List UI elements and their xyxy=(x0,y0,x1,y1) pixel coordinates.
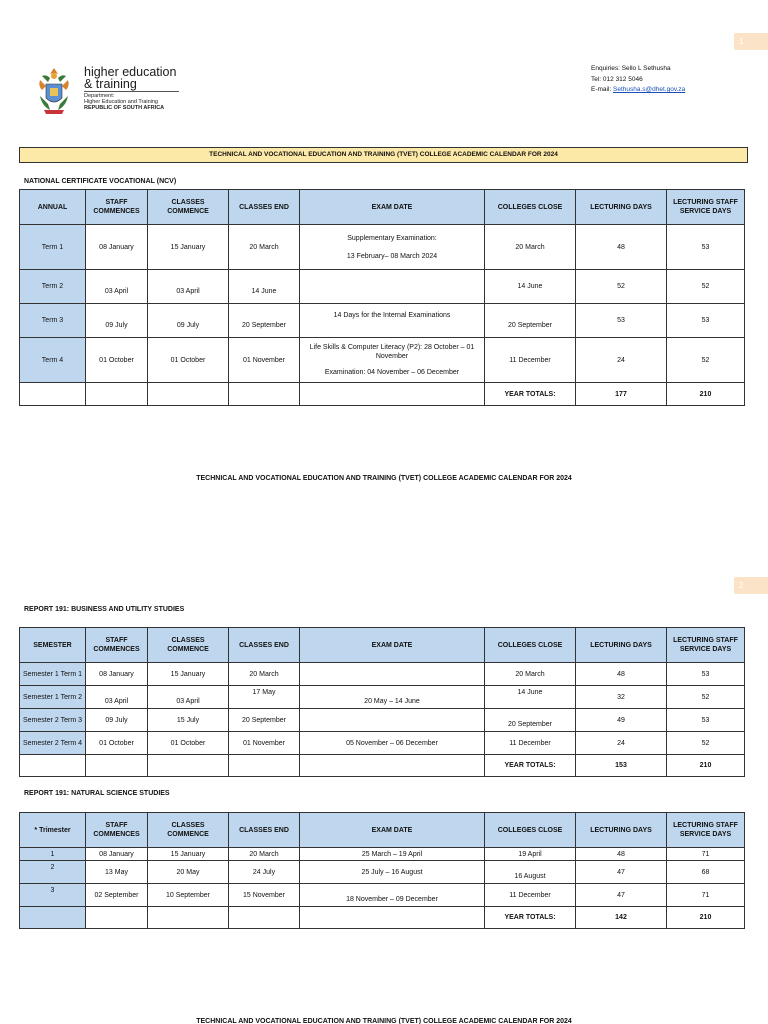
totals-row xyxy=(20,755,745,777)
cell: 24 xyxy=(576,732,667,755)
table-row xyxy=(20,884,745,907)
cell: 52 xyxy=(667,338,745,383)
cell: 15 January xyxy=(148,663,229,686)
cell: 20 September xyxy=(229,709,300,732)
cell xyxy=(148,755,229,777)
cell: 52 xyxy=(576,270,667,304)
cell: 53 xyxy=(576,304,667,338)
cell-text: 20 September xyxy=(242,322,286,329)
cell-text: 09 July xyxy=(176,322,200,329)
cell: 52 xyxy=(667,686,745,709)
exam-line: 13 February– 08 March 2024 xyxy=(346,252,438,260)
semester-cell: Semester 2 Term 3 xyxy=(20,709,86,732)
cell: 53 xyxy=(667,304,745,338)
table-row xyxy=(20,709,745,732)
table-header-row xyxy=(20,628,745,663)
totals-label: YEAR TOTALS: xyxy=(485,907,576,929)
table-row xyxy=(20,225,745,270)
column-header: COLLEGES CLOSE xyxy=(485,813,576,848)
column-header: LECTURING DAYS xyxy=(576,813,667,848)
repeat-title: TECHNICAL AND VOCATIONAL EDUCATION AND TRAINING (TVET) COLLEGE ACADEMIC CALENDAR FOR 2024 xyxy=(196,475,572,482)
column-header: ANNUAL xyxy=(20,190,86,225)
cell: 09 July xyxy=(86,709,148,732)
trimester-cell: 1 xyxy=(20,848,86,861)
totals-service: 210 xyxy=(667,907,745,929)
column-header: STAFF COMMENCES xyxy=(86,813,148,848)
cell: 11 December xyxy=(485,884,576,907)
cell: 15 November xyxy=(229,884,300,907)
ncv-table xyxy=(19,189,745,406)
table-row xyxy=(20,304,745,338)
cell: 08 January xyxy=(86,663,148,686)
cell: 47 xyxy=(576,884,667,907)
cell xyxy=(148,270,229,304)
exam-cell xyxy=(300,270,485,304)
table-row xyxy=(20,338,745,383)
cell-text: 14 June xyxy=(251,288,277,295)
exam-line: Supplementary Examination: xyxy=(347,234,437,242)
page-number-tag: 2 xyxy=(734,577,768,594)
coat-of-arms-icon xyxy=(36,66,72,118)
column-header: CLASSES COMMENCE xyxy=(148,813,229,848)
cell: 10 September xyxy=(148,884,229,907)
exam-cell xyxy=(300,304,485,338)
cell xyxy=(229,383,300,406)
cell: 71 xyxy=(667,884,745,907)
cell xyxy=(229,304,300,338)
cell: 52 xyxy=(667,732,745,755)
column-header: COLLEGES CLOSE xyxy=(485,190,576,225)
column-header: EXAM DATE xyxy=(300,813,485,848)
cell-text: 14 Days for the Internal Examinations xyxy=(333,312,451,319)
cell xyxy=(20,755,86,777)
semester-cell: Semester 2 Term 4 xyxy=(20,732,86,755)
cell: 71 xyxy=(667,848,745,861)
cell xyxy=(300,907,485,929)
cell: 48 xyxy=(576,225,667,270)
cell xyxy=(300,709,485,732)
trimester-cell: 2 xyxy=(20,861,86,884)
cell xyxy=(229,907,300,929)
table-row xyxy=(20,270,745,304)
trimester-cell: 3 xyxy=(20,884,86,907)
cell: 01 November xyxy=(229,338,300,383)
email-link[interactable]: Sethusha.s@dhet.gov.za xyxy=(613,86,686,93)
enquiries-contact: Enquiries: Sello L Sethusha xyxy=(591,65,671,72)
cell: 14 June xyxy=(485,686,576,709)
term-cell: Term 4 xyxy=(20,338,86,383)
cell xyxy=(86,304,148,338)
cell: 20 March xyxy=(485,663,576,686)
dept-name-line1: higher education xyxy=(84,65,177,79)
column-header: CLASSES END xyxy=(229,813,300,848)
column-header: CLASSES END xyxy=(229,190,300,225)
cell xyxy=(86,907,148,929)
section-label-business: REPORT 191: BUSINESS AND UTILITY STUDIES xyxy=(24,606,185,613)
cell: 53 xyxy=(667,709,745,732)
cell xyxy=(148,907,229,929)
totals-lecturing: 142 xyxy=(576,907,667,929)
cell: 08 January xyxy=(86,848,148,861)
cell xyxy=(86,270,148,304)
table-header-row xyxy=(20,190,745,225)
column-header: LECTURING STAFF SERVICE DAYS xyxy=(667,813,745,848)
cell: 16 August xyxy=(485,861,576,884)
column-header: EXAM DATE xyxy=(300,628,485,663)
cell: 48 xyxy=(576,663,667,686)
cell: 25 March – 19 April xyxy=(300,848,485,861)
cell xyxy=(20,907,86,929)
table-row xyxy=(20,861,745,884)
cell-text: 03 April xyxy=(176,288,200,295)
table-row xyxy=(20,686,745,709)
column-header: STAFF COMMENCES xyxy=(86,190,148,225)
dept-country: REPUBLIC OF SOUTH AFRICA xyxy=(84,105,165,111)
cell-text: 20 September xyxy=(508,322,552,329)
cell xyxy=(485,304,576,338)
cell xyxy=(148,304,229,338)
totals-row xyxy=(20,907,745,929)
cell: 19 April xyxy=(485,848,576,861)
cell: 08 January xyxy=(86,225,148,270)
cell xyxy=(229,270,300,304)
cell-text: 09 July xyxy=(105,322,128,329)
department-subtitle xyxy=(84,93,164,111)
page-number-tag: 1 xyxy=(734,33,768,50)
cell xyxy=(148,383,229,406)
term-cell: Term 2 xyxy=(20,270,86,304)
column-header: LECTURING STAFF SERVICE DAYS xyxy=(667,190,745,225)
cell: 13 May xyxy=(86,861,148,884)
column-header: LECTURING STAFF SERVICE DAYS xyxy=(667,628,745,663)
cell: 15 July xyxy=(148,709,229,732)
divider xyxy=(84,91,179,92)
cell: 20 March xyxy=(485,225,576,270)
cell: 49 xyxy=(576,709,667,732)
column-header: EXAM DATE xyxy=(300,190,485,225)
cell xyxy=(300,383,485,406)
cell: 32 xyxy=(576,686,667,709)
cell: 68 xyxy=(667,861,745,884)
cell: 01 October xyxy=(86,732,148,755)
semester-cell: Semester 1 Term 2 xyxy=(20,686,86,709)
exam-cell xyxy=(300,338,485,383)
column-header: CLASSES COMMENCE xyxy=(148,190,229,225)
totals-label: YEAR TOTALS: xyxy=(485,383,576,406)
cell: 53 xyxy=(667,663,745,686)
repeat-title: TECHNICAL AND VOCATIONAL EDUCATION AND TRAINING (TVET) COLLEGE ACADEMIC CALENDAR FOR 2024 xyxy=(196,1018,572,1024)
cell: 01 October xyxy=(86,338,148,383)
dept-small-line1: Department: xyxy=(84,93,115,99)
cell: 02 September xyxy=(86,884,148,907)
cell: 53 xyxy=(667,225,745,270)
cell: 17 May xyxy=(229,686,300,709)
cell: 14 June xyxy=(485,270,576,304)
exam-line: Life Skills & Computer Literacy (P2): 28 October – 01 November xyxy=(309,344,475,360)
totals-label: YEAR TOTALS: xyxy=(485,755,576,777)
column-header: LECTURING DAYS xyxy=(576,190,667,225)
cell xyxy=(229,755,300,777)
term-cell: Term 3 xyxy=(20,304,86,338)
cell: 15 January xyxy=(148,848,229,861)
exam-cell xyxy=(300,225,485,270)
cell: 03 April xyxy=(148,686,229,709)
column-header: STAFF COMMENCES xyxy=(86,628,148,663)
exam-line: Examination: 04 November – 06 December xyxy=(324,369,460,376)
cell: 01 October xyxy=(148,732,229,755)
cell: 25 July – 16 August xyxy=(300,861,485,884)
cell xyxy=(20,383,86,406)
section-label-ncv: NATIONAL CERTIFICATE VOCATIONAL (NCV) xyxy=(24,178,177,185)
cell: 11 December xyxy=(485,732,576,755)
science-table xyxy=(19,812,745,929)
cell xyxy=(300,755,485,777)
totals-row xyxy=(20,383,745,406)
semester-cell: Semester 1 Term 1 xyxy=(20,663,86,686)
totals-lecturing: 177 xyxy=(576,383,667,406)
cell: 20 March xyxy=(229,663,300,686)
table-row xyxy=(20,732,745,755)
cell: 20 May – 14 June xyxy=(300,686,485,709)
totals-lecturing: 153 xyxy=(576,755,667,777)
cell: 01 November xyxy=(229,732,300,755)
section-label-science: REPORT 191: NATURAL SCIENCE STUDIES xyxy=(24,790,170,797)
cell: 18 November – 09 December xyxy=(300,884,485,907)
table-header-row xyxy=(20,813,745,848)
cell xyxy=(86,383,148,406)
business-table xyxy=(19,627,745,777)
column-header: SEMESTER xyxy=(20,628,86,663)
cell: 01 October xyxy=(148,338,229,383)
calendar-banner-title: TECHNICAL AND VOCATIONAL EDUCATION AND TRAINING (TVET) COLLEGE ACADEMIC CALENDAR FOR 2024 xyxy=(19,147,748,163)
cell: 48 xyxy=(576,848,667,861)
dept-small-line2: Higher Education and Training xyxy=(84,99,158,105)
cell: 11 December xyxy=(485,338,576,383)
cell: 05 November – 06 December xyxy=(300,732,485,755)
cell: 24 xyxy=(576,338,667,383)
column-header: CLASSES END xyxy=(229,628,300,663)
column-header: COLLEGES CLOSE xyxy=(485,628,576,663)
contact-block xyxy=(591,64,685,96)
term-cell: Term 1 xyxy=(20,225,86,270)
cell: 24 July xyxy=(229,861,300,884)
cell xyxy=(86,755,148,777)
cell-text: 03 April xyxy=(104,288,129,295)
cell xyxy=(300,663,485,686)
cell: 20 March xyxy=(229,848,300,861)
column-header: LECTURING DAYS xyxy=(576,628,667,663)
table-row xyxy=(20,663,745,686)
totals-service: 210 xyxy=(667,755,745,777)
cell: 52 xyxy=(667,270,745,304)
cell: 20 May xyxy=(148,861,229,884)
cell: 20 March xyxy=(229,225,300,270)
cell: 20 September xyxy=(485,709,576,732)
email-label: E-mail: xyxy=(591,86,614,93)
column-header: * Trimester xyxy=(20,813,86,848)
table-row xyxy=(20,848,745,861)
cell: 15 January xyxy=(148,225,229,270)
department-name xyxy=(84,66,176,90)
telephone: Tel: 012 312 5046 xyxy=(591,75,643,83)
totals-service: 210 xyxy=(667,383,745,406)
column-header: CLASSES COMMENCE xyxy=(148,628,229,663)
cell: 47 xyxy=(576,861,667,884)
dept-name-line2: & training xyxy=(84,77,137,91)
cell: 03 April xyxy=(86,686,148,709)
